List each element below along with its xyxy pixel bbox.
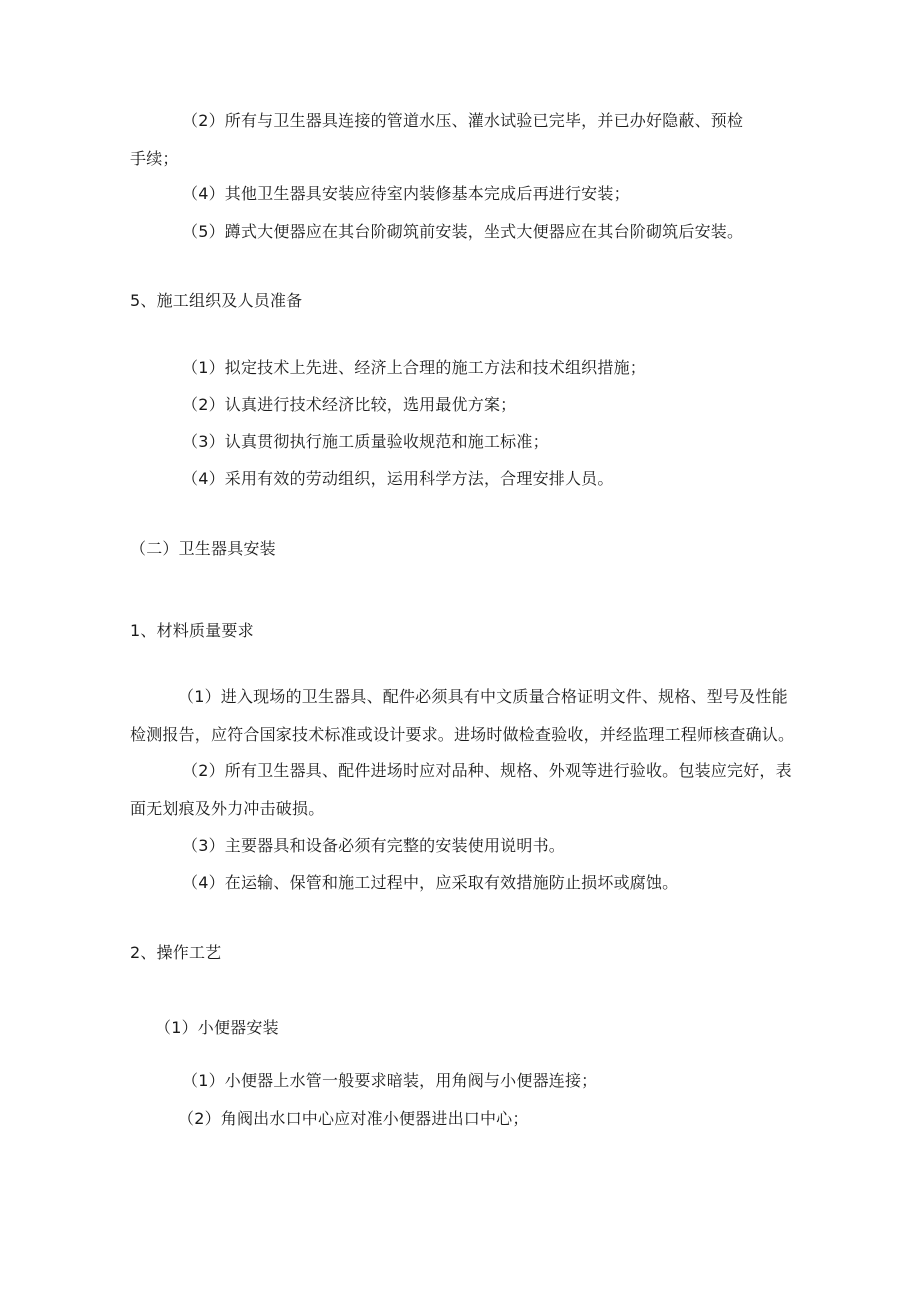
materials-heading: 1、材料质量要求 <box>130 621 254 640</box>
materials-item-2-line-1: （2）所有卫生器具、配件进场时应对品种、规格、外观等进行验收。包装应完好，表 <box>182 761 792 780</box>
prep-item-2-line-1: （2）所有与卫生器具连接的管道水压、灌水试验已完毕，并已办好隐蔽、预检 <box>182 111 744 130</box>
section-5-item-4: （4）采用有效的劳动组织，运用科学方法，合理安排人员。 <box>182 469 614 488</box>
materials-item-1-line-2: 检测报告，应符合国家技术标准或设计要求。进场时做检查验收，并经监理工程师核查确认。 <box>130 725 795 744</box>
section-5-heading: 5、施工组织及人员准备 <box>130 291 303 310</box>
part-2-heading: （二）卫生器具安装 <box>130 539 276 558</box>
materials-item-1-line-1: （1）进入现场的卫生器具、配件必须具有中文质量合格证明文件、规格、型号及性能 <box>178 687 788 706</box>
prep-item-5: （5）蹲式大便器应在其台阶砌筑前安装，坐式大便器应在其台阶砌筑后安装。 <box>182 222 744 241</box>
section-5-item-3: （3）认真贯彻执行施工质量验收规范和施工标准； <box>182 432 549 451</box>
materials-item-4: （4）在运输、保管和施工过程中，应采取有效措施防止损坏或腐蚀。 <box>182 873 679 892</box>
prep-item-4: （4）其他卫生器具安装应待室内装修基本完成后再进行安装； <box>182 184 630 203</box>
materials-item-2-line-2: 面无划痕及外力冲击破损。 <box>130 799 325 818</box>
process-sub-heading: （1）小便器安装 <box>155 1018 279 1037</box>
process-item-1: （1）小便器上水管一般要求暗装，用角阀与小便器连接； <box>182 1071 598 1090</box>
materials-item-3: （3）主要器具和设备必须有完整的安装使用说明书。 <box>182 836 565 855</box>
prep-item-2-line-2: 手续； <box>130 149 179 168</box>
process-heading: 2、操作工艺 <box>130 943 222 962</box>
process-item-2: （2）角阀出水口中心应对准小便器进出口中心； <box>178 1109 529 1128</box>
section-5-item-2: （2）认真进行技术经济比较，选用最优方案； <box>182 395 517 414</box>
section-5-item-1: （1）拟定技术上先进、经济上合理的施工方法和技术组织措施； <box>182 358 646 377</box>
